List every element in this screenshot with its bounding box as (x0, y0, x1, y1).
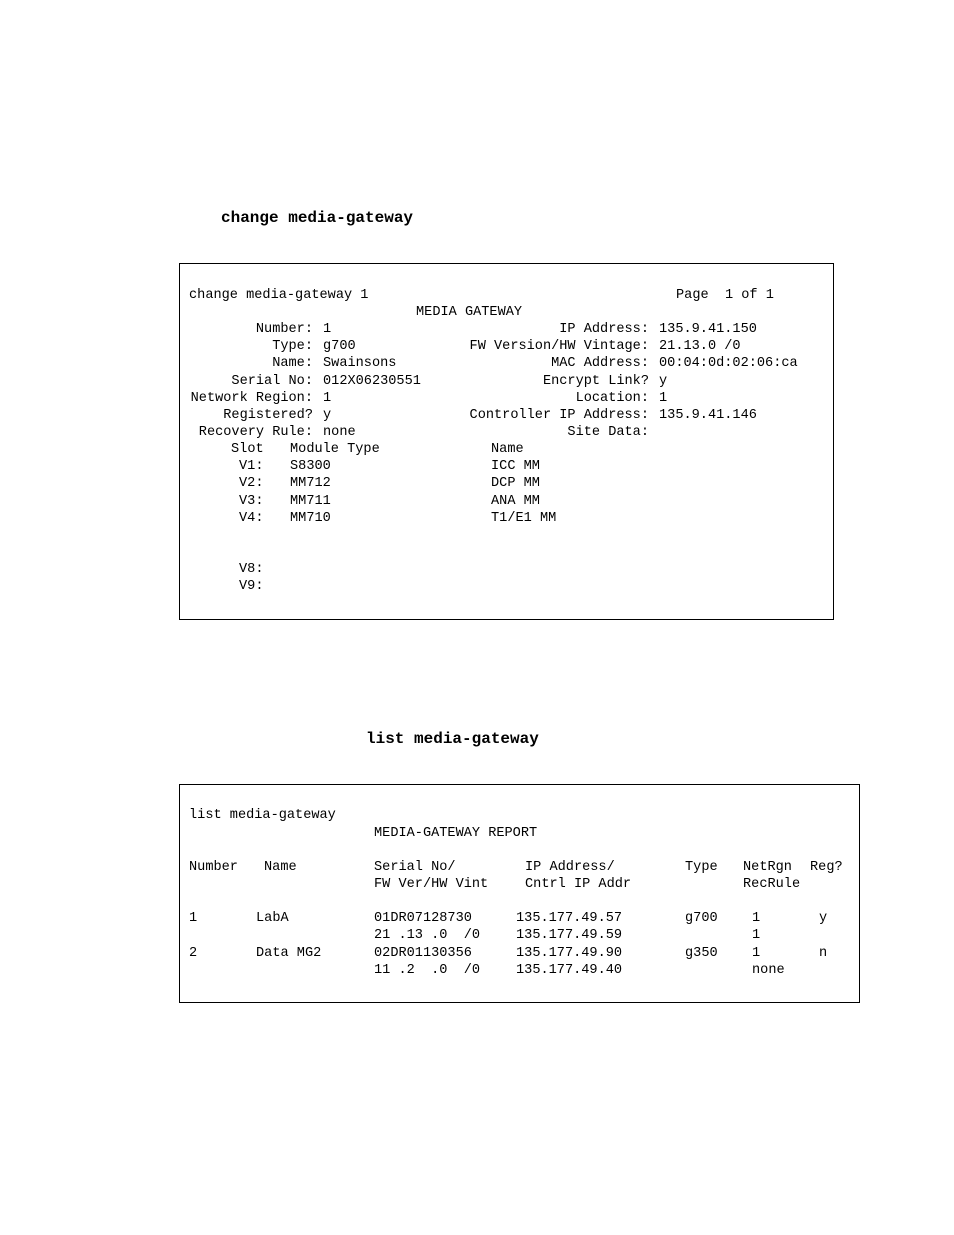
row1-reg: y (819, 911, 828, 926)
number-field[interactable]: 1 (323, 322, 332, 337)
slot-v8-label: V8: (239, 562, 264, 577)
type-header: Type (685, 860, 718, 875)
row2-name: Data MG2 (256, 946, 322, 961)
slot-v3-module[interactable]: MM711 (290, 494, 331, 509)
slot-v3-name: ANA MM (491, 494, 540, 509)
ip-address-field[interactable]: 135.9.41.150 (659, 322, 757, 337)
command-line: change media-gateway 1 (189, 288, 369, 303)
page-indicator: Page 1 of 1 (676, 288, 774, 303)
slot-header: Slot (231, 442, 264, 457)
network-region-label: Network Region: (190, 391, 313, 406)
slot-v3-label: V3: (239, 494, 264, 509)
fw-version-label: FW Version/HW Vintage: (469, 339, 649, 354)
row2-serial: 02DR01130356 (374, 946, 472, 961)
location-label: Location: (575, 391, 649, 406)
row2-reg: n (819, 946, 828, 961)
reg-header: Reg? (810, 860, 843, 875)
number-header: Number (189, 860, 238, 875)
recovery-rule-label: Recovery Rule: (198, 425, 313, 440)
row2-type: g350 (685, 946, 718, 961)
report-title: MEDIA-GATEWAY REPORT (374, 826, 538, 841)
row2-number: 2 (189, 946, 198, 961)
slot-v1-module[interactable]: S8300 (290, 459, 331, 474)
row2-cntrl-ip: 135.177.49.40 (516, 963, 623, 978)
location-field[interactable]: 1 (659, 391, 668, 406)
module-type-header: Module Type (290, 442, 380, 457)
encrypt-link-field[interactable]: y (659, 374, 668, 389)
controller-ip-label: Controller IP Address: (469, 408, 649, 423)
serial-no-field[interactable]: 012X06230551 (323, 374, 421, 389)
list-media-gateway-heading: list media-gateway (366, 730, 539, 748)
fw-header: FW Ver/HW Vint (374, 877, 489, 892)
change-media-gateway-screen (179, 263, 834, 620)
row2-netrgn: 1 (752, 946, 761, 961)
fw-version-field[interactable]: 21.13.0 /0 (659, 339, 741, 354)
mac-address-field[interactable]: 00:04:0d:02:06:ca (659, 356, 798, 371)
slot-v1-name: ICC MM (491, 459, 540, 474)
row2-fw: 11 .2 .0 /0 (374, 963, 481, 978)
row1-name: LabA (256, 911, 289, 926)
serial-no-label: Serial No: (231, 374, 313, 389)
command-line: list media-gateway (189, 808, 336, 823)
site-data-label: Site Data: (567, 425, 649, 440)
registered-label: Registered? (223, 408, 313, 423)
recrule-header: RecRule (743, 877, 801, 892)
row1-recrule: 1 (752, 928, 761, 943)
ip-address-label: IP Address: (559, 322, 649, 337)
slot-v2-module[interactable]: MM712 (290, 476, 331, 491)
screen-title: MEDIA GATEWAY (416, 305, 523, 320)
ip-header: IP Address/ (525, 860, 615, 875)
netrgn-header: NetRgn (743, 860, 792, 875)
slot-v4-label: V4: (239, 511, 264, 526)
row1-fw: 21 .13 .0 /0 (374, 928, 481, 943)
row1-cntrl-ip: 135.177.49.59 (516, 928, 623, 943)
type-label: Type: (272, 339, 313, 354)
slot-v2-name: DCP MM (491, 476, 540, 491)
list-media-gateway-screen (179, 784, 860, 1003)
row2-ip: 135.177.49.90 (516, 946, 623, 961)
name-label: Name: (272, 356, 313, 371)
row1-type: g700 (685, 911, 718, 926)
slot-v4-module[interactable]: MM710 (290, 511, 331, 526)
number-label: Number: (255, 322, 313, 337)
slot-v4-name: T1/E1 MM (491, 511, 557, 526)
registered-field[interactable]: y (323, 408, 332, 423)
row2-recrule: none (752, 963, 785, 978)
change-media-gateway-heading: change media-gateway (221, 209, 414, 227)
recovery-rule-field[interactable]: none (323, 425, 356, 440)
slot-name-header: Name (491, 442, 524, 457)
name-header: Name (264, 860, 297, 875)
serial-header: Serial No/ (374, 860, 456, 875)
row1-netrgn: 1 (752, 911, 761, 926)
row1-serial: 01DR07128730 (374, 911, 472, 926)
type-field[interactable]: g700 (323, 339, 356, 354)
encrypt-link-label: Encrypt Link? (542, 374, 649, 389)
slot-v9-label: V9: (239, 579, 264, 594)
controller-ip-field[interactable]: 135.9.41.146 (659, 408, 757, 423)
cntrl-ip-header: Cntrl IP Addr (525, 877, 632, 892)
network-region-field[interactable]: 1 (323, 391, 332, 406)
mac-address-label: MAC Address: (551, 356, 649, 371)
slot-v2-label: V2: (239, 476, 264, 491)
row1-number: 1 (189, 911, 198, 926)
name-field[interactable]: Swainsons (323, 356, 397, 371)
slot-v1-label: V1: (239, 459, 264, 474)
row1-ip: 135.177.49.57 (516, 911, 623, 926)
